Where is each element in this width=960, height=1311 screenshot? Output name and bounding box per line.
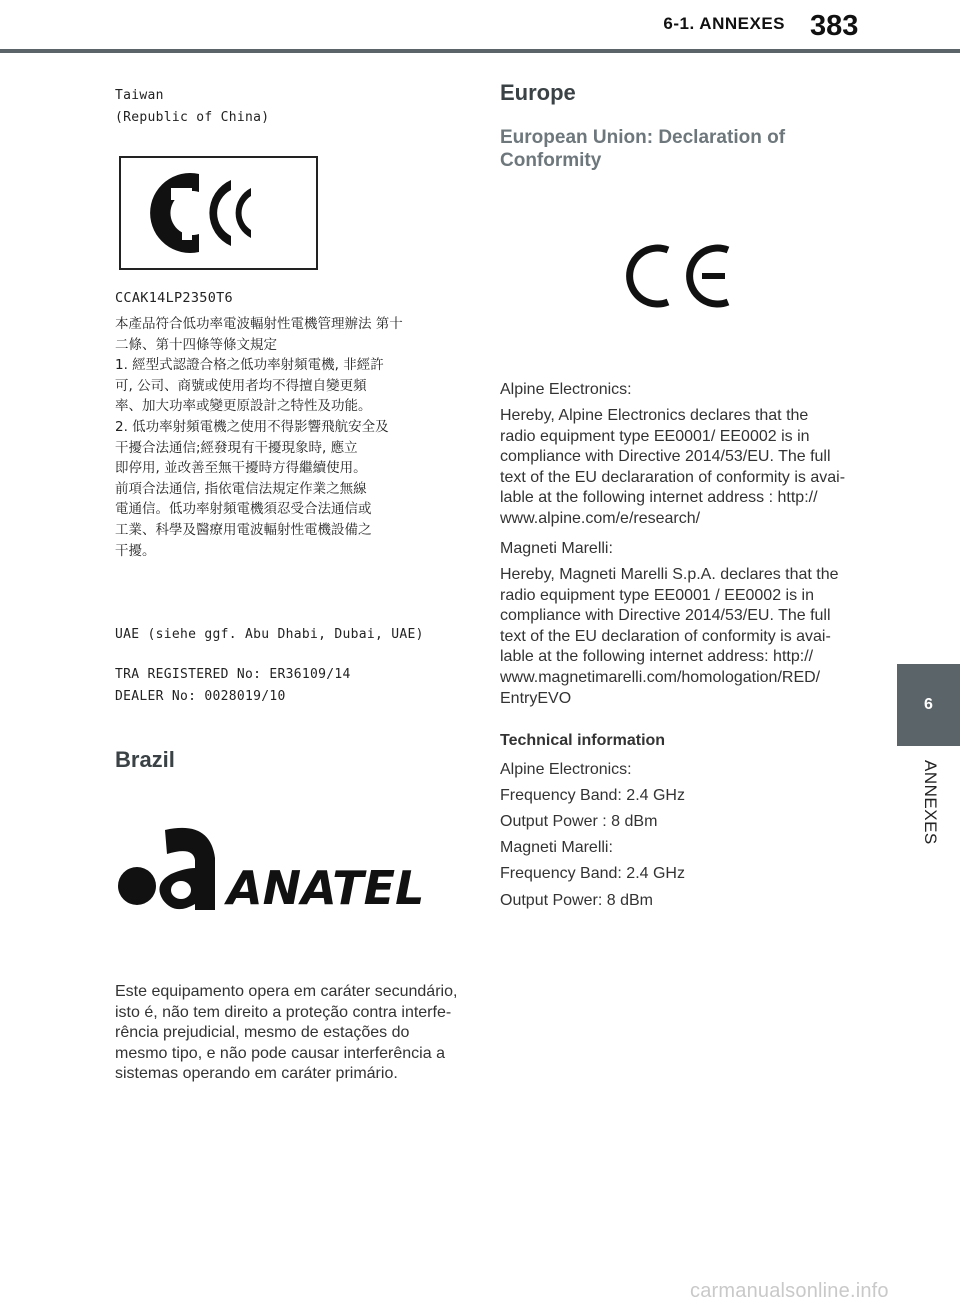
notice-line: 率、加大功率或變更原設計之特性及功能。 [115, 398, 372, 415]
ce-mark [610, 228, 750, 323]
anatel-logo-text: ANATEL [227, 861, 425, 915]
magneti-line: radio equipment type EE0001 / EE0002 is in [500, 586, 814, 604]
magneti-tech-title: Magneti Marelli: [500, 839, 613, 856]
technical-information-heading: Technical information [500, 732, 666, 749]
taiwan-certification-code: CCAK14LP2350T6 [115, 290, 233, 306]
eu-declaration-heading [500, 126, 840, 172]
header-rule [0, 49, 960, 53]
ce-mark-icon [610, 228, 750, 323]
alpine-frequency: Frequency Band: 2.4 GHz [500, 787, 685, 804]
notice-line: 前項合法通信, 指依電信法規定作業之無線 [115, 480, 367, 497]
europe-heading: Europe [500, 80, 576, 105]
anatel-logo-icon [115, 818, 460, 928]
brazil-line: rência prejudicial, mesmo de estações do [115, 1024, 410, 1042]
watermark: carmanualsonline.info [690, 1280, 889, 1302]
alpine-output-power: Output Power : 8 dBm [500, 813, 658, 830]
chapter-tab[interactable]: 6 [897, 664, 960, 746]
magneti-frequency: Frequency Band: 2.4 GHz [500, 865, 685, 882]
magneti-title: Magneti Marelli: [500, 540, 613, 557]
eu-declaration-heading-line: European Union: Declaration of [500, 127, 786, 148]
magneti-line: Hereby, Magneti Marelli S.p.A. declares that the [500, 566, 839, 583]
brazil-heading: Brazil [115, 747, 175, 772]
notice-line: 工業、科學及醫療用電波輻射性電機設備之 [115, 521, 372, 538]
page-number: 383 [810, 10, 859, 42]
magneti-line: lable at the following internet address: http:// [500, 648, 814, 666]
uae-label: UAE (siehe ggf. Abu Dhabi, Dubai, UAE) [115, 627, 424, 642]
brazil-line: isto é, não tem direito a proteção contra interfe- [115, 1003, 452, 1021]
notice-line: 干擾。 [115, 542, 156, 559]
alpine-line: compliance with Directive 2014/53/EU. The full [500, 448, 831, 466]
taiwan-sublabel: (Republic of China) [115, 110, 270, 125]
alpine-line: Hereby, Alpine Electronics declares that the [500, 407, 809, 424]
anatel-logo [115, 818, 460, 928]
alpine-tech-title: Alpine Electronics: [500, 761, 632, 778]
magneti-line: EntryEVO [500, 689, 572, 707]
notice-line: 干擾合法通信;經發現有干擾現象時, 應立 [115, 439, 358, 456]
uae-dealer: DEALER No: 0028019/10 [115, 689, 286, 704]
brazil-line: mesmo tipo, e não pode causar interferência a [115, 1044, 445, 1062]
notice-line: 電通信。低功率射頻電機須忍受合法通信或 [115, 501, 372, 518]
notice-line: 2. 低功率射頻電機之使用不得影響飛航安全及 [115, 418, 389, 435]
magneti-output-power: Output Power: 8 dBm [500, 892, 653, 909]
ncc-logo-icon [121, 158, 316, 268]
alpine-title: Alpine Electronics: [500, 381, 632, 398]
brazil-line: sistemas operando em caráter primário. [115, 1065, 398, 1083]
alpine-line: radio equipment type EE0001/ EE0002 is in [500, 427, 810, 445]
brazil-text [115, 982, 457, 1085]
magneti-line: text of the EU declaration of conformity is avai- [500, 627, 831, 645]
alpine-line: text of the EU declararation of conformity is avai- [500, 468, 846, 486]
magneti-declaration [500, 565, 839, 709]
notice-line: 二條、第十四條等條文規定 [115, 336, 277, 353]
brazil-line: Este equipamento opera em caráter secundário, [115, 983, 458, 1000]
uae-registration: TRA REGISTERED No: ER36109/14 [115, 667, 351, 682]
eu-declaration-heading-line: Conformity [500, 150, 602, 171]
notice-line: 即停用, 並改善至無干擾時方得繼續使用。 [115, 460, 367, 477]
alpine-declaration [500, 406, 845, 530]
magneti-line: www.magnetimarelli.com/homologation/RED/ [500, 668, 821, 686]
alpine-line: lable at the following internet address : http:// [500, 489, 818, 507]
notice-line: 可, 公司、商號或使用者均不得擅自變更頻 [115, 377, 367, 394]
notice-line: 本產品符合低功率電波輻射性電機管理辦法 第十 [115, 316, 403, 332]
header-title: 6-1. ANNEXES [663, 14, 785, 33]
chapter-label: ANNEXES [921, 760, 940, 845]
notice-line: 1. 經型式認證合格之低功率射頻電機, 非經許 [115, 357, 384, 374]
taiwan-notice [115, 314, 455, 561]
alpine-line: www.alpine.com/e/research/ [500, 509, 701, 527]
magneti-line: compliance with Directive 2014/53/EU. The full [500, 607, 831, 625]
taiwan-label: Taiwan [115, 88, 164, 103]
ncc-logo [119, 156, 318, 270]
